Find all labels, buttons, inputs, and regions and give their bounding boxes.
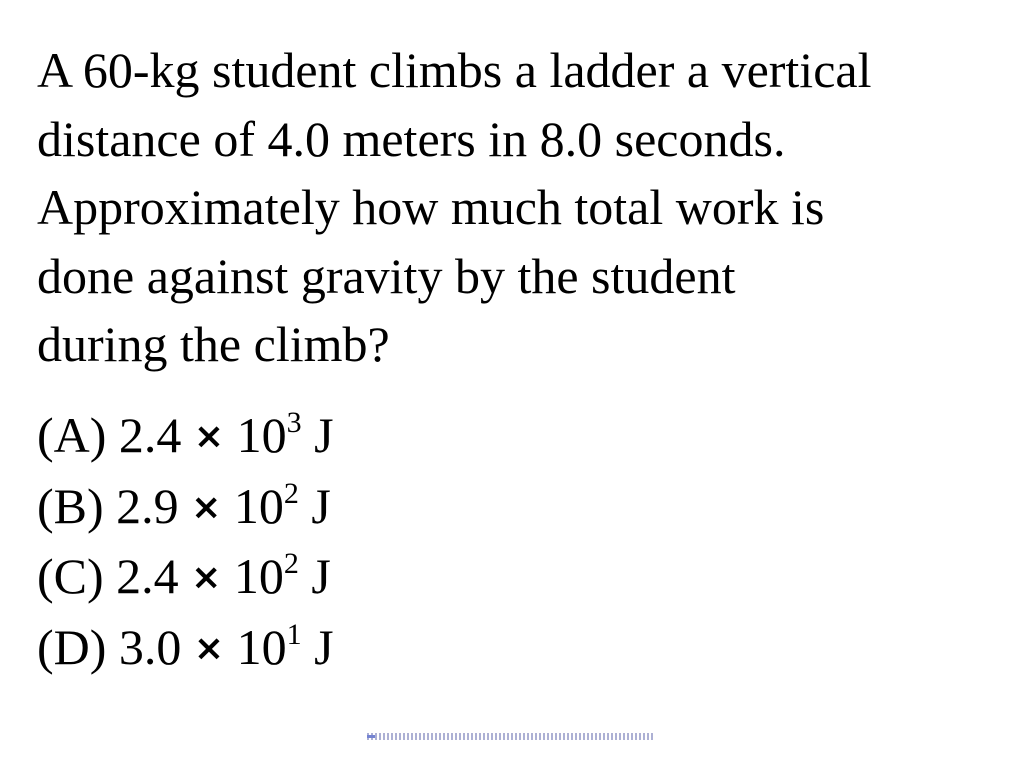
option-letter: (B) [37,477,104,534]
option-mantissa: 2.9 [116,477,179,534]
question-line: A 60-kg student climbs a ladder a vertical [37,42,872,98]
option-base: 10 [236,407,287,463]
times-sign: × [191,557,222,598]
option-exponent: 2 [283,476,299,510]
option-letter: (C) [37,548,104,604]
question-line: during the climb? [37,316,390,372]
option-d[interactable] [37,613,334,684]
footer-watermark [367,733,654,740]
option-exponent: 3 [286,406,302,439]
option-a[interactable] [37,401,334,472]
question-line: done against gravity by the student [37,247,736,304]
option-mantissa: 3.0 [118,618,182,675]
option-unit: J [314,618,334,675]
times-sign: × [191,486,222,528]
question-text [37,36,1007,379]
option-unit: J [311,477,331,534]
option-mantissa: 2.4 [116,548,179,604]
answer-options [37,401,334,683]
times-sign: × [193,416,225,457]
option-base: 10 [233,477,284,534]
option-b[interactable] [37,472,334,543]
option-base: 10 [233,548,284,604]
option-unit: J [311,548,331,604]
option-base: 10 [236,618,287,675]
question-line: distance of 4.0 meters in 8.0 seconds. [37,110,786,167]
times-sign: × [193,627,225,669]
option-letter: (A) [37,407,107,463]
option-mantissa: 2.4 [118,407,182,463]
option-unit: J [314,407,334,463]
option-letter: (D) [37,618,107,675]
option-exponent: 1 [286,617,302,651]
question-line: Approximately how much total work is [37,179,825,235]
option-exponent: 2 [283,547,299,580]
option-c[interactable] [37,542,334,613]
